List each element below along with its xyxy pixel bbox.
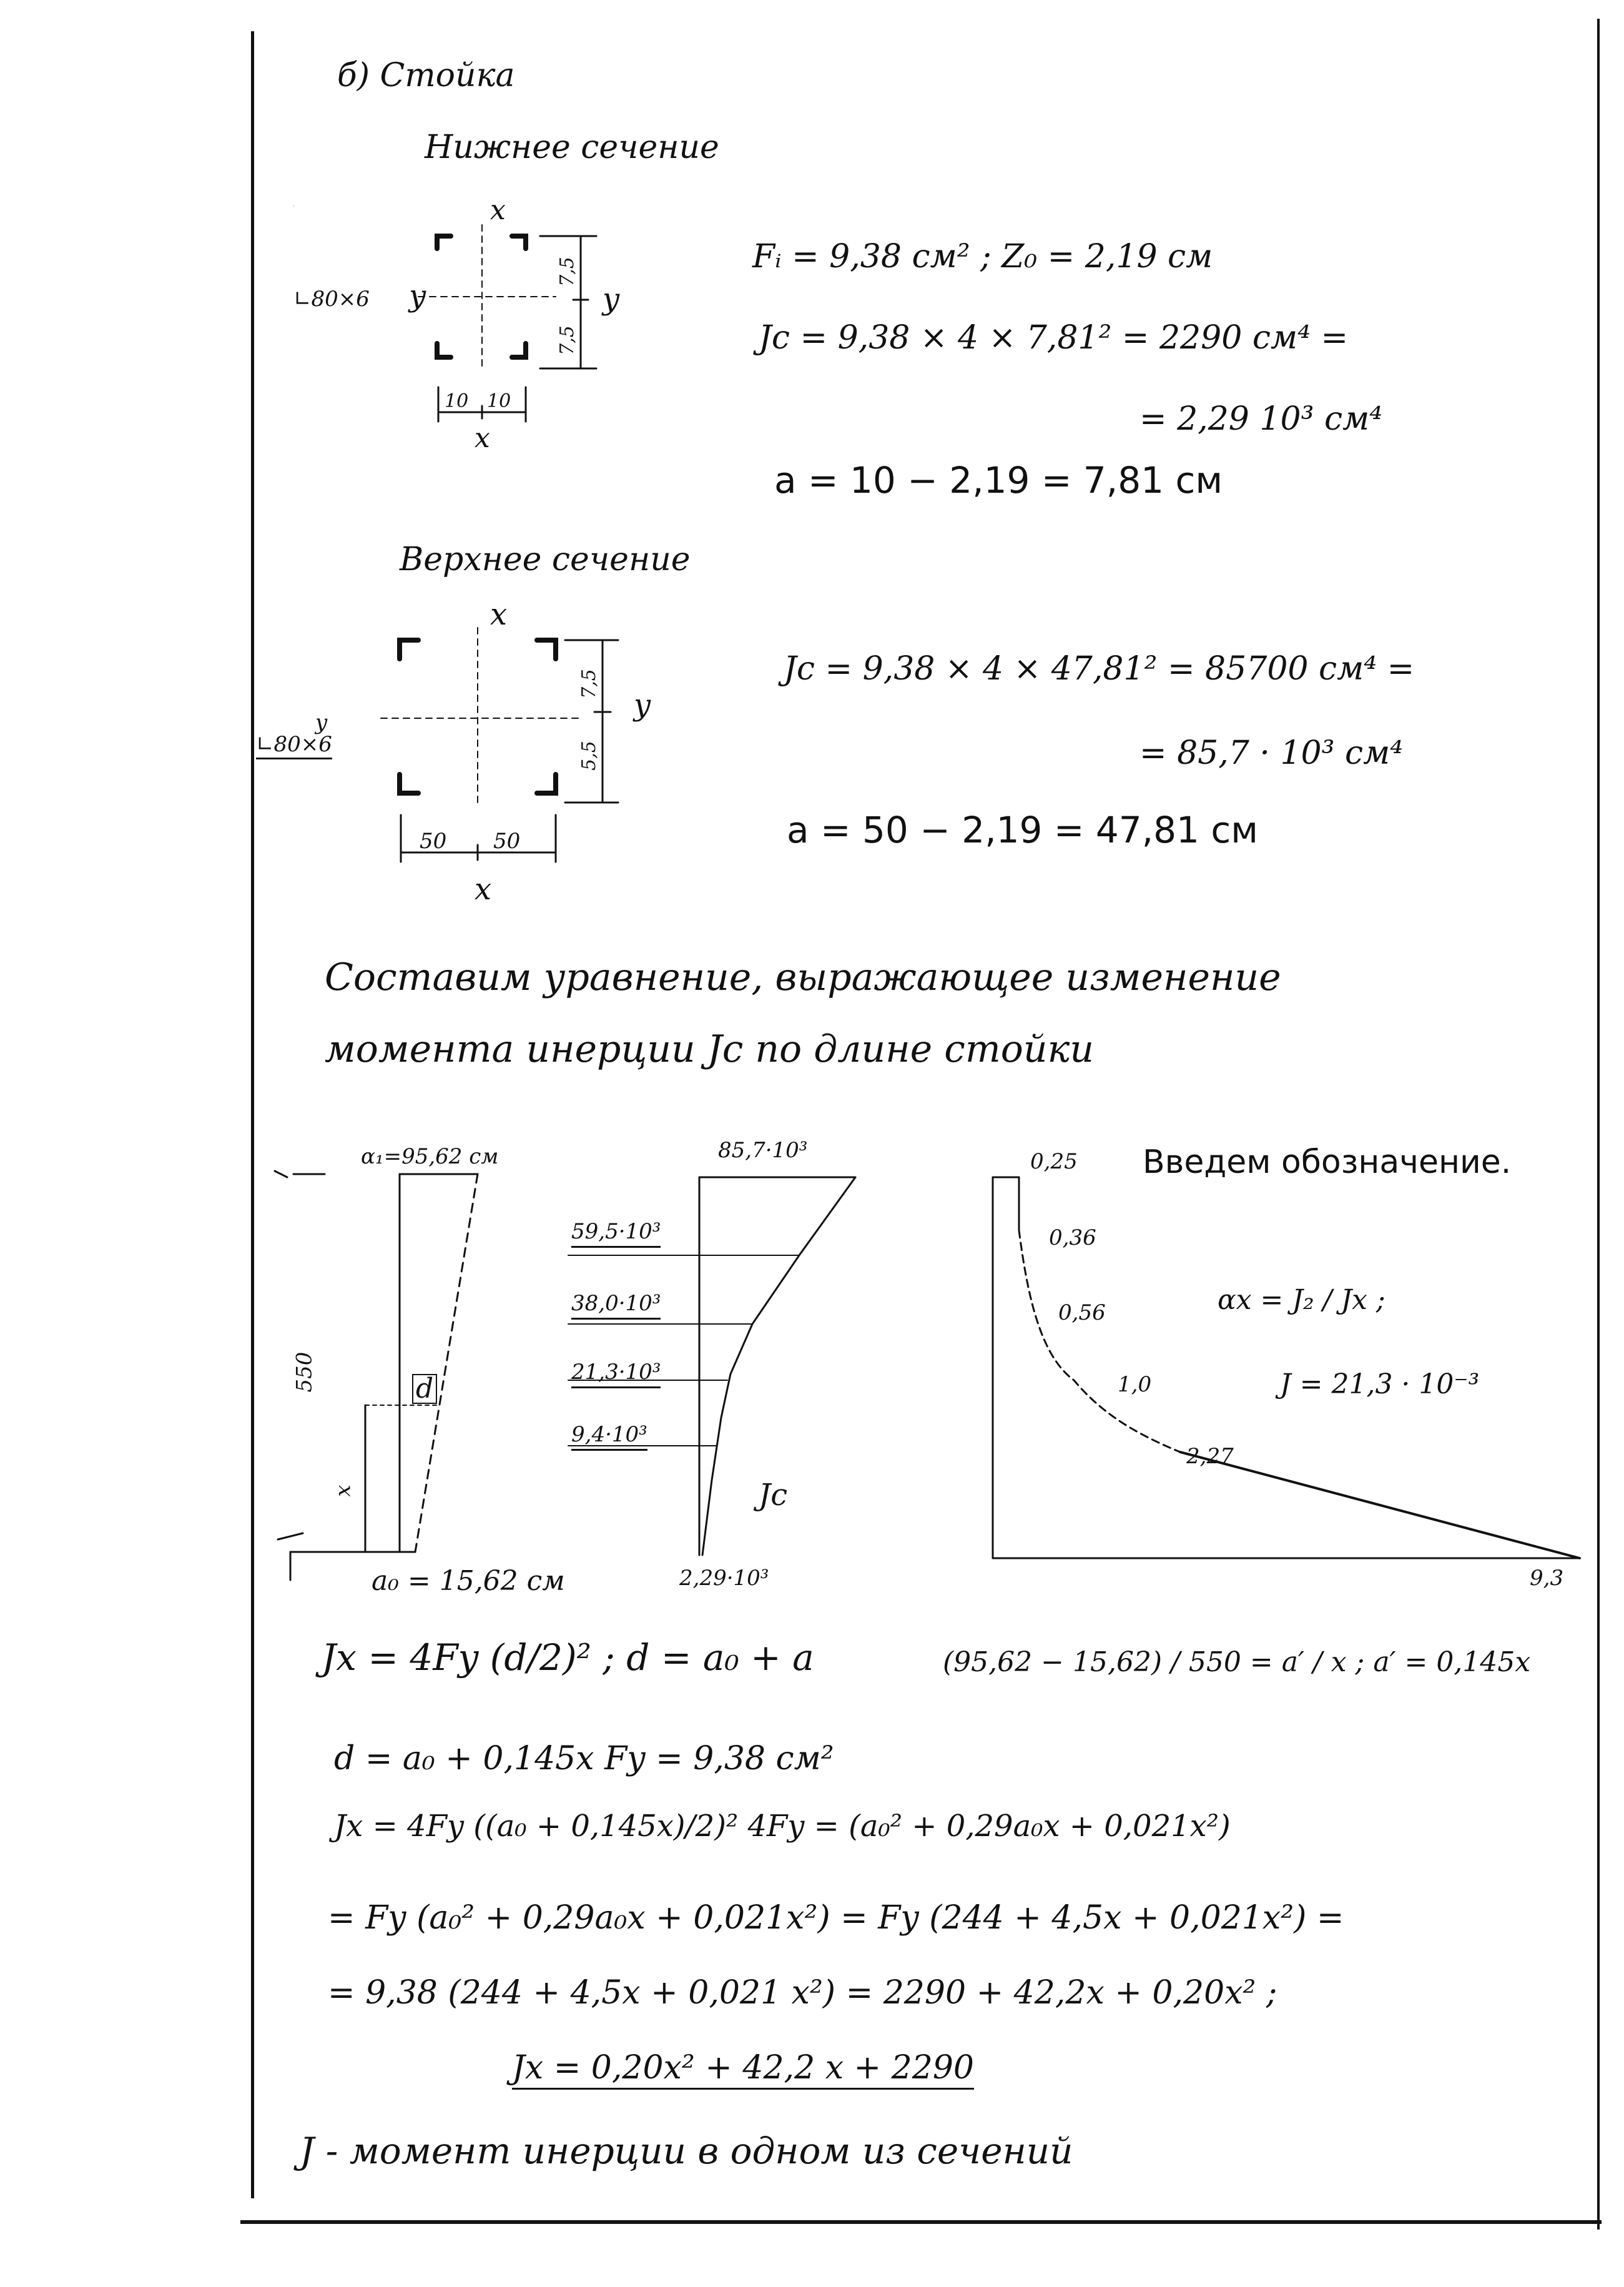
- derivation-line-5: = Fy (a₀² + 0,29a₀x + 0,021x²) = Fy (244 + 4,5x + 0,021x²) =: [328, 1899, 1344, 1937]
- taper-bottom-label: a₀ = 15,62 см: [372, 1565, 565, 1597]
- lower-dim-bottom: 7,5: [556, 325, 578, 355]
- taper-height-label: 550: [292, 1351, 317, 1393]
- upper-axis-x-top: x: [490, 597, 508, 632]
- ratio-point-2: 0,36: [1049, 1225, 1096, 1250]
- derivation-line-3: d = a₀ + 0,145x Fy = 9,38 см²: [334, 1740, 834, 1777]
- derivation-line-4: Jx = 4Fy ((a₀ + 0,145x)/2)² 4Fy = (a₀² + 0,29a₀x + 0,021x²): [334, 1809, 1231, 1844]
- upper-dim-top: 7,5: [578, 669, 600, 699]
- right-margin-line: [1597, 19, 1600, 2230]
- ratio-point-3: 0,56: [1058, 1300, 1106, 1325]
- taper-top-label: α₁=95,62 см: [361, 1144, 499, 1169]
- upper-formula-inertia: Jc = 9,38 × 4 × 47,81² = 85700 см⁴ =: [784, 650, 1415, 688]
- ratio-point-4: 1,0: [1118, 1372, 1152, 1397]
- derivation-note: J - момент инерции в одном из сечений: [300, 2130, 1073, 2172]
- upper-axis-y-left: y: [315, 710, 328, 735]
- lower-axis-x-top: x: [490, 194, 506, 226]
- jc-value-bottom: 2,29·10³: [679, 1566, 769, 1591]
- lower-axis-x-bottom: x: [475, 422, 490, 454]
- upper-dim-bottom: 5,5: [578, 741, 600, 771]
- ratio-point-5: 2,27: [1186, 1444, 1234, 1469]
- upper-dim-right: 50: [493, 829, 521, 854]
- lower-section-title: Нижнее сечение: [425, 129, 719, 166]
- lower-axis-y-right: y: [603, 282, 620, 317]
- sheet-heading: б) Стойка: [337, 57, 515, 94]
- lower-dim-right: 10: [487, 390, 511, 412]
- ratio-point-6: 9,3: [1530, 1566, 1564, 1591]
- upper-formula-offset: a = 50 − 2,19 = 47,81 см: [787, 809, 1259, 851]
- taper-x-label: x: [330, 1484, 356, 1497]
- lower-formula-inertia-value: = 2,29 10³ см⁴: [1139, 400, 1383, 438]
- statement-line-1: Составим уравнение, выражающее изменение: [325, 956, 1281, 999]
- left-margin-line: [251, 31, 254, 2198]
- jc-value-top: 85,7·10³: [718, 1138, 808, 1163]
- lower-formula-offset: a = 10 − 2,19 = 7,81 см: [774, 459, 1223, 501]
- jc-value-5: 9,4·10³: [571, 1424, 647, 1451]
- lower-axis-y-left: y: [409, 279, 426, 314]
- derivation-line-6: = 9,38 (244 + 4,5x + 0,021 x²) = 2290 + 42,2x + 0,20x² ;: [328, 1974, 1277, 2012]
- ratio-j-note: J = 21,3 · 10⁻³: [1280, 1368, 1480, 1400]
- statement-line-2: момента инерции Jc по длине стойки: [325, 1027, 1094, 1071]
- ratio-formula: αx = J₂ / Jx ;: [1218, 1284, 1385, 1316]
- ratio-point-1: 0,25: [1030, 1149, 1078, 1174]
- lower-dim-top: 7,5: [556, 257, 578, 287]
- upper-dim-left: 50: [420, 829, 447, 854]
- upper-axis-y-right: y: [634, 688, 651, 723]
- jc-label: Jc: [759, 1478, 788, 1513]
- jc-value-4: 21,3·10³: [571, 1361, 661, 1388]
- jc-value-2: 59,5·10³: [571, 1221, 661, 1248]
- upper-angle-label: ∟80×6: [256, 734, 332, 759]
- ratio-intro: Введем обозначение.: [1143, 1144, 1512, 1181]
- lower-formula-area: Fᵢ = 9,38 см² ; Z₀ = 2,19 см: [752, 238, 1213, 275]
- jc-value-3: 38,0·10³: [571, 1293, 661, 1320]
- upper-section-title: Верхнее сечение: [400, 541, 691, 578]
- upper-axis-x-bottom: x: [475, 872, 492, 907]
- lower-dim-left: 10: [445, 390, 469, 412]
- taper-d-label: d: [412, 1374, 437, 1404]
- derivation-line-1: Jx = 4Fy (d/2)² ; d = a₀ + a: [322, 1636, 814, 1679]
- derivation-line-2: (95,62 − 15,62) / 550 = a′ / x ; a′ = 0,145x: [943, 1646, 1531, 1678]
- derivation-result: Jx = 0,20x² + 42,2 x + 2290: [512, 2052, 974, 2090]
- lower-angle-label: ∟80×6: [293, 287, 370, 312]
- bottom-margin-line: [240, 2220, 1602, 2224]
- upper-formula-inertia-value: = 85,7 · 10³ см⁴: [1139, 734, 1404, 772]
- lower-formula-inertia: Jc = 9,38 × 4 × 7,81² = 2290 см⁴ =: [759, 319, 1349, 357]
